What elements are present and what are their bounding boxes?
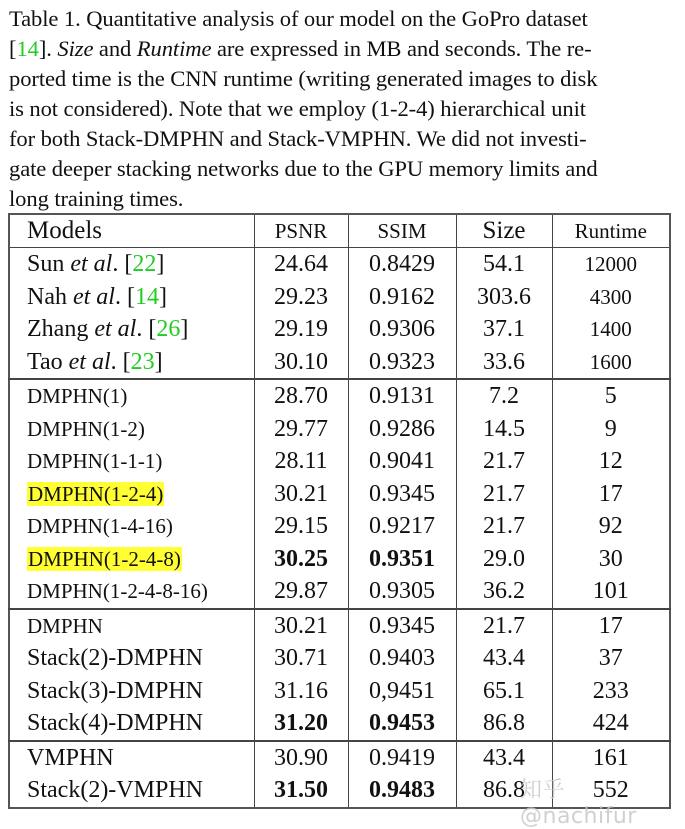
model-name: Stack(3)-DMPHN	[27, 677, 203, 704]
model-author: Nah	[27, 283, 67, 310]
psnr-cell: 28.70	[254, 379, 348, 413]
runtime-term: Runtime	[136, 36, 212, 61]
size-cell: 21.7	[456, 510, 552, 543]
citation-link[interactable]: 14	[134, 283, 159, 310]
model-cell	[9, 543, 254, 576]
caption-line-5: for both Stack-DMPHN and Stack-VMPHN. We did not investi-	[9, 126, 587, 151]
results-table	[8, 213, 671, 809]
ssim-cell: 0.9162	[348, 281, 456, 314]
model-cell: Sun et al. [22]	[9, 248, 254, 281]
header-runtime: Runtime	[552, 214, 670, 248]
watermark: 知乎 @nachifur	[520, 778, 637, 829]
psnr-cell: 29.19	[254, 313, 348, 346]
runtime-cell: 12	[552, 445, 670, 478]
model-name: DMPHN(1-4-16)	[27, 514, 173, 539]
psnr-cell: 29.87	[254, 575, 348, 609]
model-name: DMPHN(1-2)	[27, 416, 145, 441]
table-row	[9, 642, 670, 675]
ssim-cell: 0.8429	[348, 248, 456, 281]
caption-line-1: Table 1. Quantitative analysis of our model on the GoPro dataset	[9, 6, 588, 31]
psnr-cell: 29.23	[254, 281, 348, 314]
runtime-cell: 552	[552, 774, 670, 808]
ssim-cell: 0.9419	[348, 741, 456, 775]
model-cell	[9, 741, 254, 775]
model-cell	[9, 445, 254, 478]
caption-line-2	[9, 34, 669, 64]
text: are expressed in MB and seconds. The re-	[211, 36, 592, 61]
header-size: Size	[456, 214, 552, 248]
ssim-cell: 0.9306	[348, 313, 456, 346]
table-row	[9, 313, 670, 346]
runtime-cell: 1600	[552, 346, 670, 380]
model-author: Zhang	[27, 316, 89, 343]
size-cell: 21.7	[456, 445, 552, 478]
et-al: et al	[70, 251, 113, 278]
table-row	[9, 413, 670, 446]
psnr-cell: 30.90	[254, 741, 348, 775]
ssim-cell: 0.9323	[348, 346, 456, 380]
psnr-cell: 30.71	[254, 642, 348, 675]
psnr-cell: 28.11	[254, 445, 348, 478]
model-cell	[9, 478, 254, 511]
size-cell: 14.5	[456, 413, 552, 446]
et-al: et al	[94, 316, 137, 343]
model-name: DMPHN(1-2-4-8)	[28, 546, 181, 571]
et-al: et al	[68, 348, 111, 375]
model-cell	[9, 707, 254, 741]
model-cell: Zhang et al. [26]	[9, 313, 254, 346]
ssim-cell: 0.9131	[348, 379, 456, 413]
table-row	[9, 774, 670, 808]
caption-line-7: long training times.	[9, 186, 184, 211]
ssim-cell: 0.9351	[348, 543, 456, 576]
ssim-cell: 0.9305	[348, 575, 456, 609]
runtime-cell: 233	[552, 675, 670, 708]
psnr-cell: 30.21	[254, 609, 348, 643]
bracket: [	[9, 36, 17, 61]
model-cell	[9, 379, 254, 413]
table-row	[9, 248, 670, 281]
runtime-cell: 5	[552, 379, 670, 413]
runtime-cell: 161	[552, 741, 670, 775]
header-row	[9, 214, 670, 248]
runtime-cell: 12000	[552, 248, 670, 281]
table-row	[9, 379, 670, 413]
model-cell	[9, 413, 254, 446]
model-name: Stack(4)-DMPHN	[27, 710, 203, 737]
caption-line-4: is not considered). Note that we employ (1-2-4) hierarchical unit	[9, 96, 586, 121]
runtime-cell: 92	[552, 510, 670, 543]
runtime-cell: 9	[552, 413, 670, 446]
psnr-cell: 30.21	[254, 478, 348, 511]
ssim-cell: 0.9217	[348, 510, 456, 543]
psnr-cell: 30.25	[254, 543, 348, 576]
model-cell	[9, 675, 254, 708]
citation-link[interactable]: 26	[156, 316, 181, 343]
runtime-cell: 17	[552, 609, 670, 643]
citation-link[interactable]: 14	[16, 36, 39, 61]
text: and	[93, 36, 137, 61]
runtime-cell: 17	[552, 478, 670, 511]
table-row	[9, 575, 670, 609]
ssim-cell: 0,9451	[348, 675, 456, 708]
header-ssim: SSIM	[348, 214, 456, 248]
model-name: DMPHN(1-1-1)	[27, 449, 163, 474]
size-cell: 33.6	[456, 346, 552, 380]
table-row	[9, 675, 670, 708]
table-row	[9, 707, 670, 741]
runtime-cell: 30	[552, 543, 670, 576]
model-cell: Tao et al. [23]	[9, 346, 254, 380]
table-row	[9, 346, 670, 380]
table-caption	[9, 4, 669, 214]
model-cell	[9, 774, 254, 808]
psnr-cell: 31.20	[254, 707, 348, 741]
header-psnr: PSNR	[254, 214, 348, 248]
et-al: et al	[72, 283, 115, 310]
psnr-cell: 31.16	[254, 675, 348, 708]
table-row	[9, 510, 670, 543]
model-cell	[9, 609, 254, 643]
size-cell: 54.1	[456, 248, 552, 281]
model-name: DMPHN(1-2-4)	[28, 481, 164, 506]
size-cell: 43.4	[456, 741, 552, 775]
caption-line-3: ported time is the CNN runtime (writing generated images to disk	[9, 66, 598, 91]
model-cell: Nah et al. [14]	[9, 281, 254, 314]
citation-link[interactable]: 23	[130, 348, 155, 375]
model-name: DMPHN(1)	[27, 384, 128, 409]
runtime-cell: 1400	[552, 313, 670, 346]
model-author: Sun	[27, 251, 65, 278]
size-cell: 29.0	[456, 543, 552, 576]
table-row	[9, 478, 670, 511]
runtime-cell: 424	[552, 707, 670, 741]
psnr-cell: 30.10	[254, 346, 348, 380]
model-name: Stack(2)-VMPHN	[27, 777, 203, 804]
model-name: VMPHN	[27, 744, 114, 771]
table-row	[9, 741, 670, 775]
runtime-cell: 101	[552, 575, 670, 609]
ssim-cell: 0.9453	[348, 707, 456, 741]
ssim-cell: 0.9403	[348, 642, 456, 675]
size-cell: 7.2	[456, 379, 552, 413]
size-term: Size	[57, 36, 94, 61]
text: ].	[38, 36, 58, 61]
table-row	[9, 543, 670, 576]
size-cell: 21.7	[456, 478, 552, 511]
runtime-cell: 37	[552, 642, 670, 675]
ssim-cell: 0.9345	[348, 478, 456, 511]
psnr-cell: 29.15	[254, 510, 348, 543]
size-cell: 86.8	[456, 707, 552, 741]
size-cell: 86.8	[456, 774, 552, 808]
citation-link[interactable]: 22	[132, 251, 157, 278]
size-cell: 303.6	[456, 281, 552, 314]
table-row	[9, 281, 670, 314]
psnr-cell: 24.64	[254, 248, 348, 281]
psnr-cell: 31.50	[254, 774, 348, 808]
psnr-cell: 29.77	[254, 413, 348, 446]
ssim-cell: 0.9286	[348, 413, 456, 446]
size-cell: 21.7	[456, 609, 552, 643]
ssim-cell: 0.9041	[348, 445, 456, 478]
ssim-cell: 0.9483	[348, 774, 456, 808]
header-models: Models	[9, 214, 254, 248]
runtime-cell: 4300	[552, 281, 670, 314]
ssim-cell: 0.9345	[348, 609, 456, 643]
model-name: DMPHN	[27, 613, 103, 638]
model-author: Tao	[27, 348, 63, 375]
table-row	[9, 445, 670, 478]
size-cell: 65.1	[456, 675, 552, 708]
model-cell	[9, 642, 254, 675]
model-name: DMPHN(1-2-4-8-16)	[27, 579, 208, 604]
model-name: Stack(2)-DMPHN	[27, 645, 203, 672]
table-row	[9, 609, 670, 643]
size-cell: 36.2	[456, 575, 552, 609]
size-cell: 43.4	[456, 642, 552, 675]
size-cell: 37.1	[456, 313, 552, 346]
caption-line-6: gate deeper stacking networks due to the GPU memory limits and	[9, 156, 598, 181]
model-cell	[9, 575, 254, 609]
model-cell	[9, 510, 254, 543]
